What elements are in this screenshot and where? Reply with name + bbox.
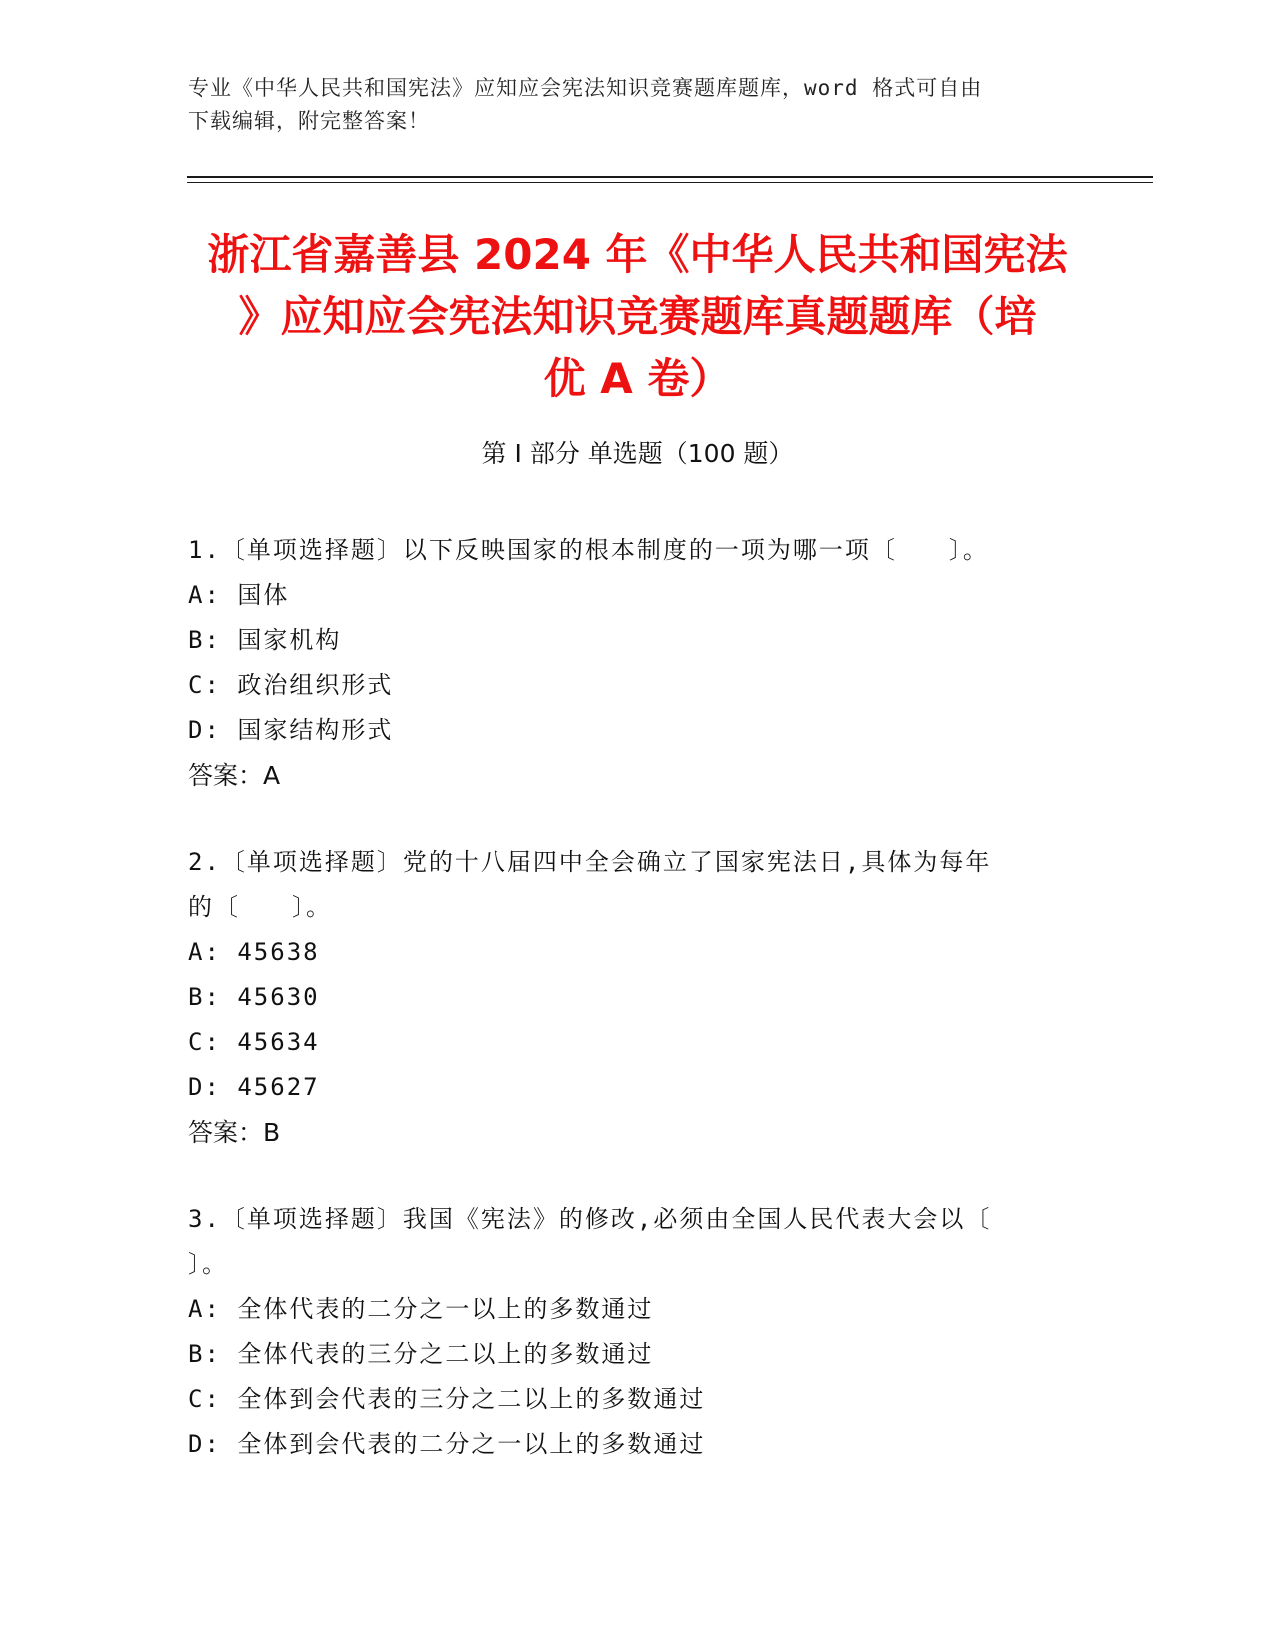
question-stem: 1.〔单项选择题〕以下反映国家的根本制度的一项为哪一项〔 〕。 <box>188 536 989 564</box>
option-d: D: 全体到会代表的二分之一以上的多数通过 <box>188 1430 706 1458</box>
question-stem: 3.〔单项选择题〕我国《宪法》的修改,必须由全国人民代表大会以〔 <box>188 1205 992 1233</box>
answer: 答案：B <box>188 1118 281 1147</box>
header-note-line-2: 下载编辑，附完整答案！ <box>188 109 430 133</box>
question-stem-continued: 〕。 <box>188 1250 228 1278</box>
option-c: C: 45634 <box>188 1028 320 1056</box>
option-a: A: 全体代表的二分之一以上的多数通过 <box>188 1295 654 1323</box>
title-line-1: 浙江省嘉善县 2024 年《中华人民共和国宪法 <box>207 230 1068 279</box>
document-title <box>170 224 1105 410</box>
header-note-line-1: 专业《中华人民共和国宪法》应知应会宪法知识竞赛题库题库，word 格式可自由 <box>188 76 983 100</box>
option-a: A: 国体 <box>188 581 290 609</box>
header-note <box>188 72 1088 138</box>
question-3 <box>188 1197 1088 1467</box>
section-heading: 第 I 部分 单选题（100 题） <box>481 439 794 468</box>
option-b: B: 45630 <box>188 983 320 1011</box>
title-line-3: 优 A 卷） <box>543 354 732 403</box>
option-b: B: 国家机构 <box>188 626 342 654</box>
option-c: C: 政治组织形式 <box>188 671 394 699</box>
question-stem: 2.〔单项选择题〕党的十八届四中全会确立了国家宪法日,具体为每年 <box>188 848 992 876</box>
option-a: A: 45638 <box>188 938 320 966</box>
header-divider-thin <box>187 182 1153 183</box>
option-d: D: 45627 <box>188 1073 320 1101</box>
question-1 <box>188 528 1088 798</box>
question-2 <box>188 840 1088 1155</box>
question-list <box>188 528 1088 1509</box>
option-c: C: 全体到会代表的三分之二以上的多数通过 <box>188 1385 706 1413</box>
title-line-2: 》应知应会宪法知识竞赛题库真题题库（培 <box>238 292 1037 341</box>
question-stem-continued: 的〔 〕。 <box>188 893 332 921</box>
answer: 答案：A <box>188 761 281 790</box>
header-divider-thick <box>187 176 1153 178</box>
option-d: D: 国家结构形式 <box>188 716 394 744</box>
option-b: B: 全体代表的三分之二以上的多数通过 <box>188 1340 654 1368</box>
